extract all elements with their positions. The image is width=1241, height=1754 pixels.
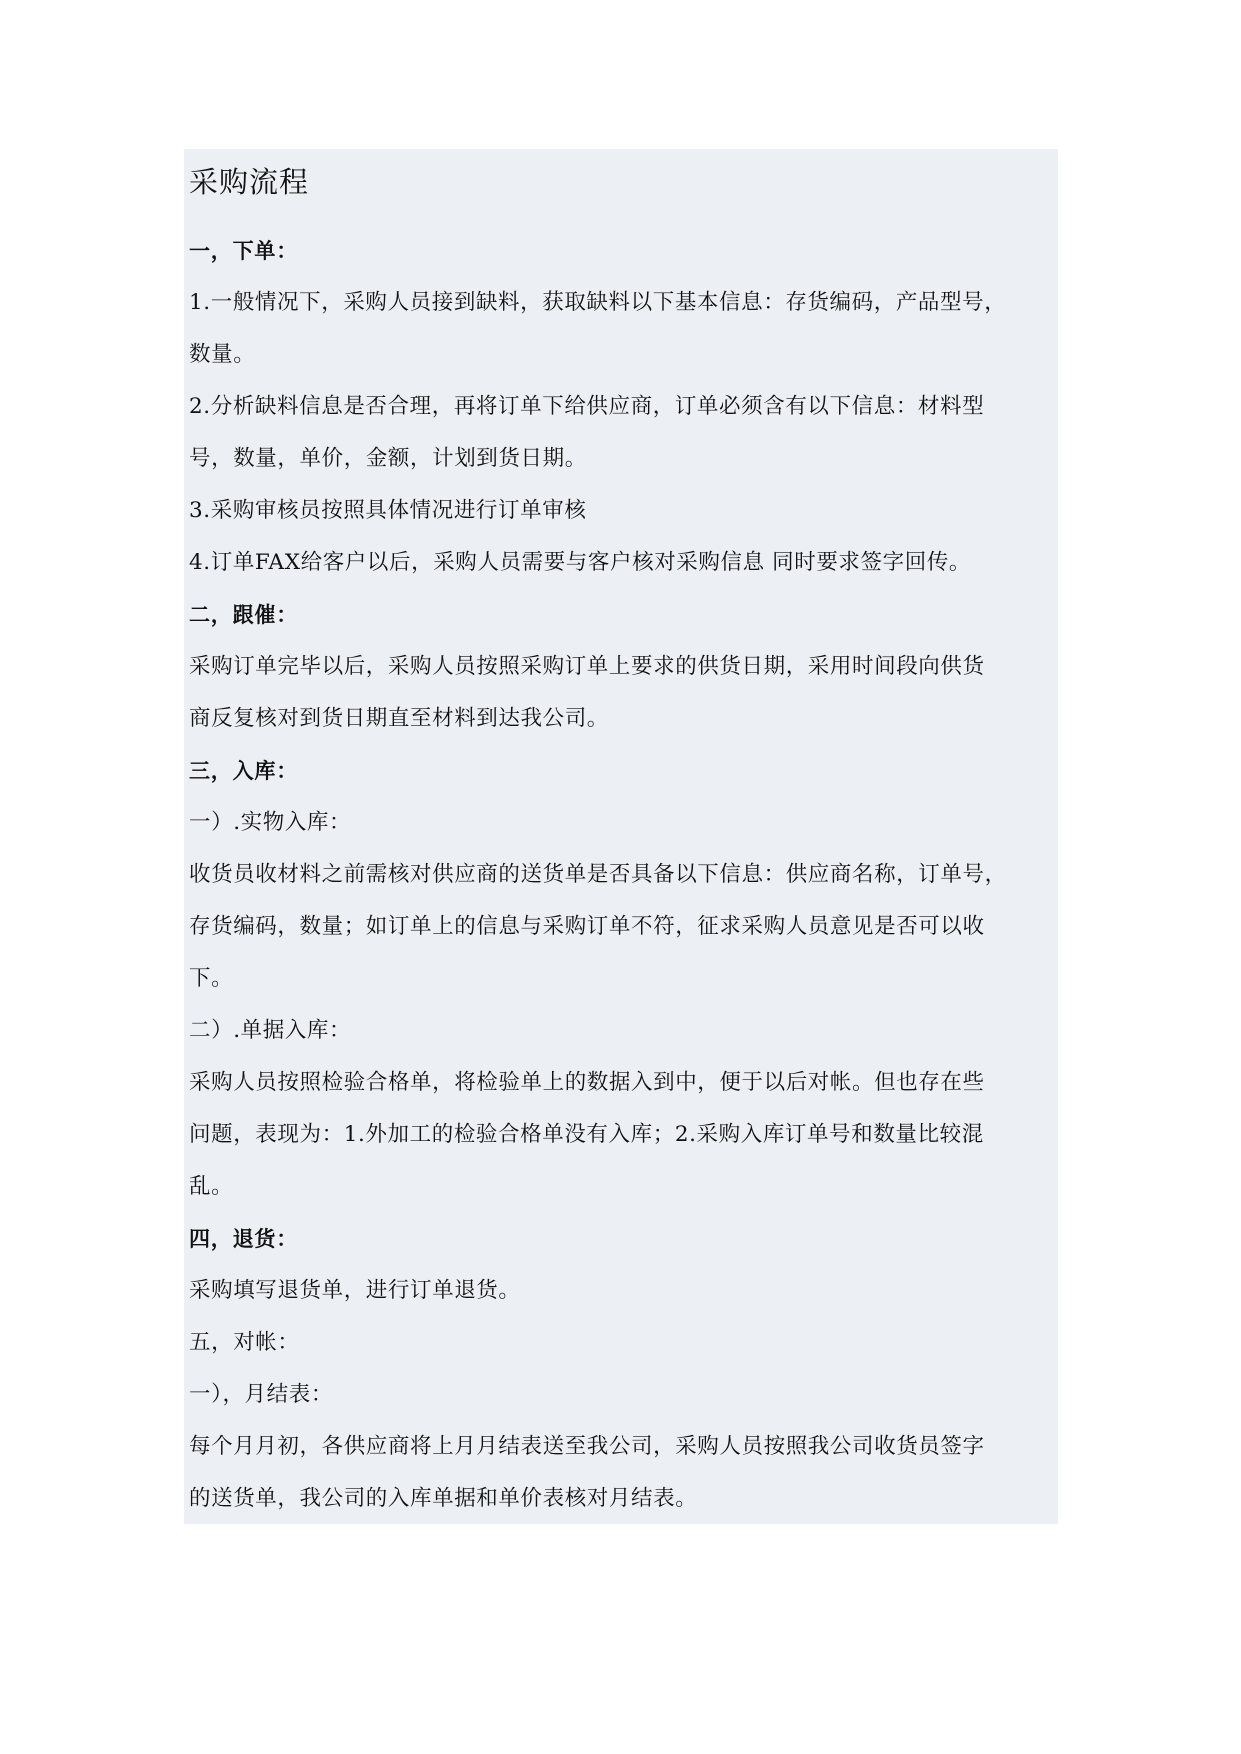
paragraph-line: 的送货单，我公司的入库单据和单价表核对月结表。 xyxy=(189,1486,698,1511)
paragraph-line: 3.采购审核员按照具体情况进行订单审核 xyxy=(189,498,587,523)
paragraph-line: 存货编码，数量；如订单上的信息与采购订单不符，征求采购人员意见是否可以收 xyxy=(189,914,985,939)
paragraph-line: 收货员收材料之前需核对供应商的送货单是否具备以下信息：供应商名称，订单号， xyxy=(189,862,1007,887)
paragraph-line: 乱。 xyxy=(189,1174,234,1199)
subsection-heading: 二）.单据入库： xyxy=(189,1018,352,1043)
paragraph-line: 每个月月初，各供应商将上月月结表送至我公司，采购人员按照我公司收货员签字 xyxy=(189,1434,985,1459)
paragraph-line: 问题，表现为：1.外加工的检验合格单没有入库；2.采购入库订单号和数量比较混 xyxy=(189,1122,984,1147)
paragraph-line: 采购人员按照检验合格单，将检验单上的数据入到中，便于以后对帐。但也存在些 xyxy=(189,1070,985,1095)
document-body xyxy=(184,149,1058,1524)
page-title: 采购流程 xyxy=(189,165,310,199)
paragraph-line: 下。 xyxy=(189,966,234,991)
section-heading-reconciliation: 五，对帐： xyxy=(189,1330,300,1355)
paragraph-line: 采购填写退货单，进行订单退货。 xyxy=(189,1278,521,1303)
paragraph-line: 2.分析缺料信息是否合理，再将订单下给供应商，订单必须含有以下信息：材料型 xyxy=(189,394,985,419)
paragraph-line: 数量。 xyxy=(189,342,256,367)
subsection-heading: 一）.实物入库： xyxy=(189,810,352,835)
paragraph-line: 1.一般情况下，采购人员接到缺料，获取缺料以下基本信息：存货编码，产品型号， xyxy=(189,290,1007,315)
paragraph-line: 商反复核对到货日期直至材料到达我公司。 xyxy=(189,706,609,731)
section-heading-order: 一，下单： xyxy=(189,239,298,263)
paragraph-line: 号，数量，单价，金额，计划到货日期。 xyxy=(189,446,587,471)
section-heading-warehousing: 三，入库： xyxy=(189,759,298,783)
section-heading-returns: 四，退货： xyxy=(189,1227,298,1251)
paragraph-line: 4.订单FAX给客户以后，采购人员需要与客户核对采购信息 同时要求签字回传。 xyxy=(189,550,972,575)
section-heading-followup: 二，跟催： xyxy=(189,603,298,627)
paragraph-line: 采购订单完毕以后，采购人员按照采购订单上要求的供货日期，采用时间段向供货 xyxy=(189,654,985,679)
subsection-heading: 一），月结表： xyxy=(189,1382,333,1407)
